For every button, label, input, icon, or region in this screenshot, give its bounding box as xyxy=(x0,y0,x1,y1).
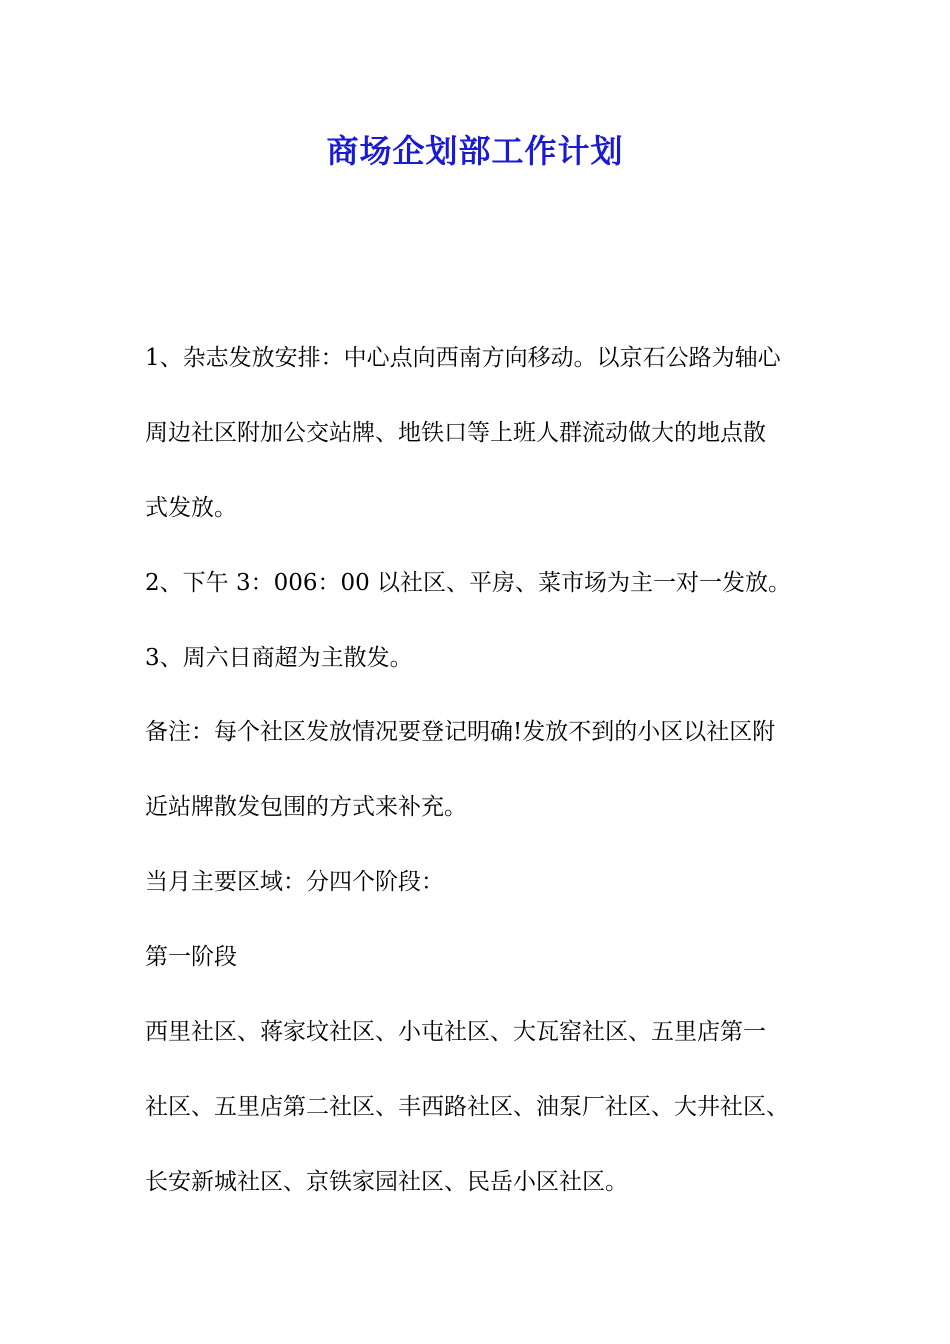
paragraph-line-7: 近站牌散发包围的方式来补充。 xyxy=(145,794,467,820)
paragraph-line-4: 2、下午 3：006：00 以社区、平房、菜市场为主一对一发放。 xyxy=(145,570,792,596)
paragraph-line-10: 西里社区、蒋家坟社区、小屯社区、大瓦窑社区、五里店第一 xyxy=(145,1019,766,1045)
paragraph-line-1: 1、杂志发放安排：中心点向西南方向移动。以京石公路为轴心 xyxy=(145,345,781,371)
paragraph-line-12: 长安新城社区、京铁家园社区、民岳小区社区。 xyxy=(145,1169,628,1195)
paragraph-line-5: 3、周六日商超为主散发。 xyxy=(145,645,413,671)
paragraph-line-3: 式发放。 xyxy=(145,495,237,521)
paragraph-line-6: 备注：每个社区发放情况要登记明确!发放不到的小区以社区附 xyxy=(145,719,776,745)
paragraph-line-8: 当月主要区域：分四个阶段： xyxy=(145,869,444,895)
document-title: 商场企划部工作计划 xyxy=(326,132,624,170)
paragraph-line-2: 周边社区附加公交站牌、地铁口等上班人群流动做大的地点散 xyxy=(145,420,766,446)
paragraph-line-11: 社区、五里店第二社区、丰西路社区、油泵厂社区、大井社区、 xyxy=(145,1094,789,1120)
section-heading: 第一阶段 xyxy=(145,944,237,970)
